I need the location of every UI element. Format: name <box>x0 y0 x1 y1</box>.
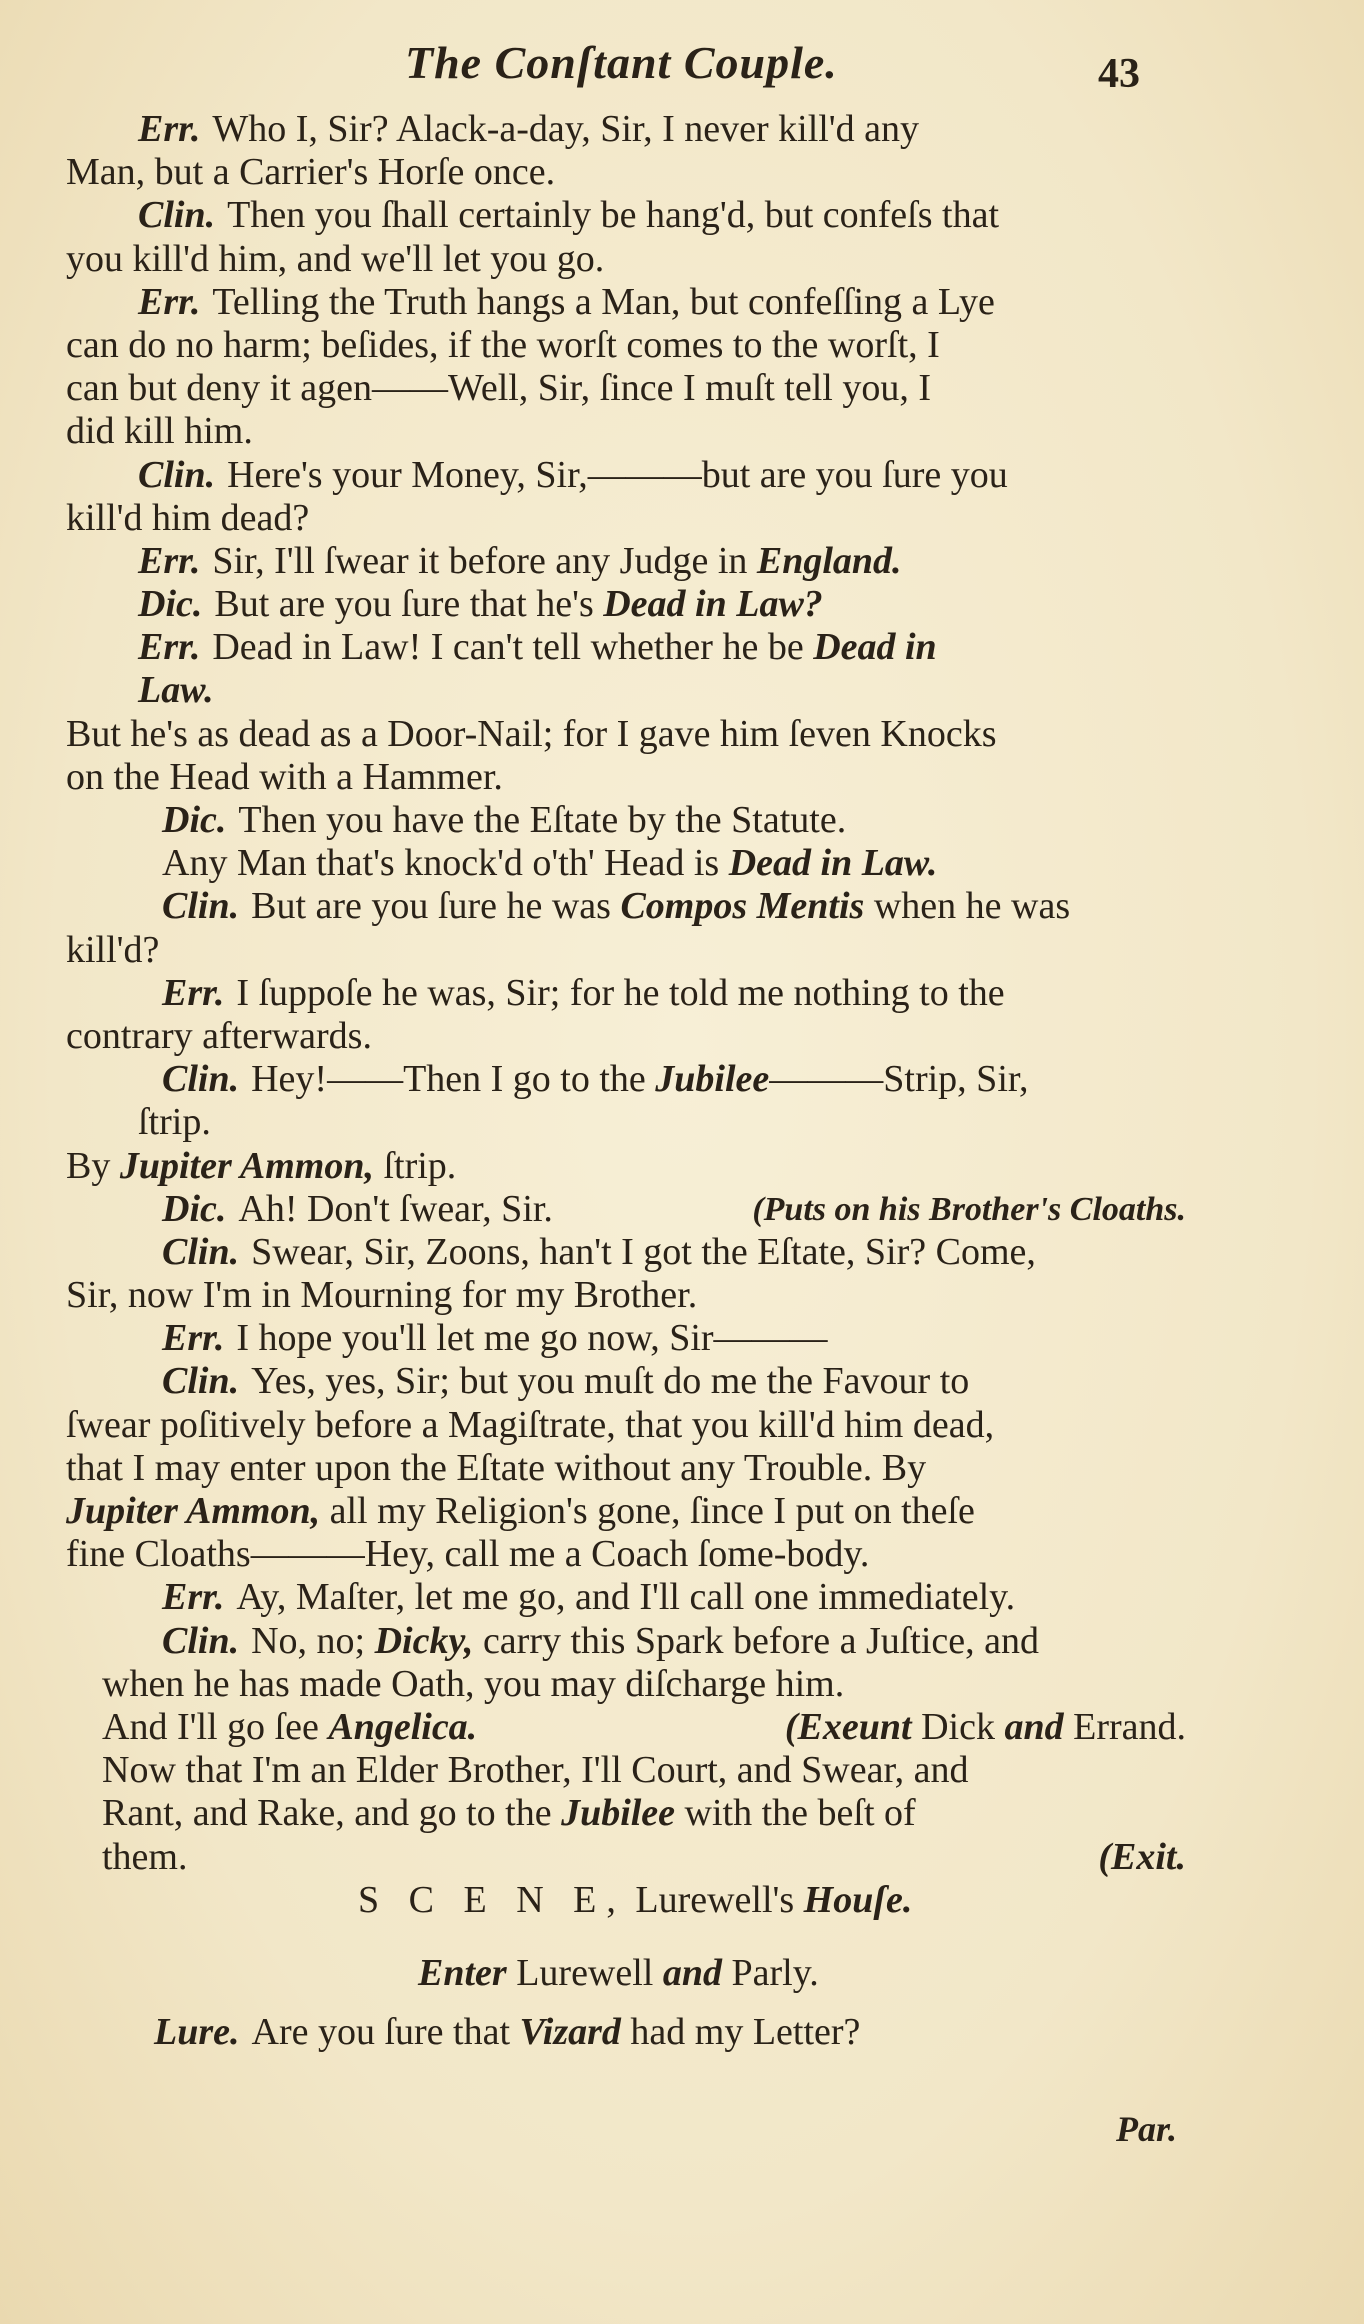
emphasis-text: Jupiter Ammon, <box>66 1490 321 1532</box>
speaker-name: Err. <box>162 1576 225 1619</box>
stage-direction: (Puts on his Brother's Cloaths. <box>752 1190 1186 1228</box>
dialogue-text: ———Strip, Sir, <box>769 1058 1029 1101</box>
text-line: can do no harm; beſides, if the worſt comes to the worſt, I <box>66 323 940 366</box>
dialogue-text: ſtrip. <box>383 1144 457 1187</box>
dialogue-text: when he was <box>873 885 1071 928</box>
character-name: Dick <box>921 1705 995 1748</box>
text-line: fine Cloaths———Hey, call me a Coach ſome-body. <box>66 1533 870 1576</box>
text-line <box>66 1145 1186 1188</box>
text-line: you kill'd him, and we'll let you go. <box>66 237 605 280</box>
dialogue-text: had my Letter? <box>630 2011 861 2054</box>
stage-direction-and: and <box>1004 1705 1064 1748</box>
speaker-name: Lure. <box>154 2011 240 2054</box>
text-line <box>66 842 1186 885</box>
text-line <box>66 1576 1186 1619</box>
text-line <box>66 626 1186 669</box>
speaker-name: Clin. <box>162 1360 240 1403</box>
speaker-name: Dic. <box>162 799 227 841</box>
speaker-name: Dic. <box>138 583 203 626</box>
text-line <box>66 108 1186 151</box>
text-line: ſtrip. <box>138 1101 211 1144</box>
text-line <box>66 1836 1186 1879</box>
text-line: kill'd? <box>66 928 160 971</box>
text-line <box>66 799 1186 842</box>
dialogue-text: Rant, and Rake, and go to the <box>102 1792 552 1835</box>
scene-location-house: Houſe. <box>803 1878 913 1921</box>
text-line <box>66 1706 1186 1749</box>
running-title: The Conſtant Couple. <box>405 37 838 88</box>
dialogue-text: Sir, I'll ſwear it before any Judge in <box>212 539 748 582</box>
emphasis-text: Jubilee <box>561 1792 676 1835</box>
dialogue-text: Telling the Truth hangs a Man, but confeſſing a Lye <box>212 280 995 323</box>
text-line: Man, but a Carrier's Horſe once. <box>66 151 556 194</box>
dialogue-text: By <box>66 1144 111 1187</box>
stage-direction-and: and <box>662 1951 722 1994</box>
text-line <box>66 2011 1186 2054</box>
text-line <box>66 583 1186 626</box>
dialogue-text: Yes, yes, Sir; but you muſt do me the Favour to <box>251 1360 970 1403</box>
dialogue-text: And I'll go ſee <box>102 1705 319 1748</box>
text-line: Law. <box>138 669 214 712</box>
text-line <box>66 1620 1186 1663</box>
speaker-name: Clin. <box>162 885 240 928</box>
text-line: can but deny it agen——Well, Sir, ſince I muſt tell you, I <box>66 367 932 410</box>
speaker-name: Err. <box>138 108 201 150</box>
dialogue-text: carry this Spark before a Juſtice, and <box>482 1619 1040 1662</box>
dialogue-text: Are you ſure that <box>251 2011 511 2054</box>
text-line: did kill him. <box>66 410 253 453</box>
place-name: England. <box>756 539 902 582</box>
dialogue-text: But are you ſure that he's <box>214 583 594 626</box>
speaker-name: Clin. <box>138 453 216 496</box>
text-line <box>66 1317 1186 1360</box>
scene-heading <box>66 1879 1186 1922</box>
scene-label: S C E N E, <box>358 1878 626 1921</box>
dialogue-text: them. <box>102 1835 188 1878</box>
text-line <box>66 1231 1186 1274</box>
stage-entrance <box>66 1952 1186 1995</box>
text-line <box>66 281 1186 324</box>
dialogue-text: Ah! Don't ſwear, Sir. <box>238 1187 553 1230</box>
text-line: ſwear poſitively before a Magiſtrate, that you kill'd him dead, <box>66 1403 995 1446</box>
text-line <box>66 1188 1186 1231</box>
dialogue-text: Then you ſhall certainly be hang'd, but confeſs that <box>227 194 1000 237</box>
text-line <box>66 194 1186 237</box>
dialogue-text: No, no; <box>251 1619 366 1662</box>
text-line <box>66 885 1186 928</box>
character-name: Lurewell <box>516 1951 654 1994</box>
scene-location: Lurewell's <box>635 1878 795 1921</box>
emphasis-text: Angelica. <box>328 1705 478 1748</box>
emphasis-text: Compos Mentis <box>620 885 865 928</box>
dialogue-text: But are you ſure he was <box>251 885 611 928</box>
emphasis-text: Vizard <box>519 2011 621 2054</box>
emphasis-text: Jupiter Ammon, <box>119 1144 374 1187</box>
text-line <box>66 1058 1186 1101</box>
text-line <box>66 972 1186 1015</box>
dialogue-text: Hey!——Then I go to the <box>251 1058 646 1101</box>
spacer <box>66 1922 1186 1952</box>
emphasis-text: Dead in <box>813 626 937 669</box>
text-line <box>66 1792 1186 1835</box>
speaker-name: Err. <box>138 539 201 582</box>
emphasis-text: Dead in Law. <box>728 842 938 885</box>
text-line <box>66 454 1186 497</box>
dialogue-text: Swear, Sir, Zoons, han't I got the Eſtate, Sir? Come, <box>251 1230 1036 1273</box>
dialogue-text: I ſuppoſe he was, Sir; for he told me nothing to the <box>236 971 1005 1014</box>
catchword: Par. <box>1116 2109 1178 2149</box>
text-line: when he has made Oath, you may diſcharge him. <box>102 1662 845 1705</box>
text-line: Now that I'm an Elder Brother, I'll Court, and Swear, and <box>102 1749 969 1792</box>
speaker-name: Clin. <box>162 1058 240 1101</box>
emphasis-text: Dicky, <box>374 1619 474 1662</box>
text-line <box>66 1490 1186 1533</box>
stage-direction-exeunt: (Exeunt <box>784 1705 912 1748</box>
text-line: Sir, now I'm in Mourning for my Brother. <box>66 1274 698 1317</box>
text-line: kill'd him dead? <box>66 496 310 539</box>
text-line <box>66 540 1186 583</box>
emphasis-text: Jubilee <box>655 1058 770 1101</box>
dialogue-text: all my Religion's gone, ſince I put on theſe <box>329 1490 975 1532</box>
text-line: contrary afterwards. <box>66 1014 372 1057</box>
text-line: on the Head with a Hammer. <box>66 755 503 798</box>
text-line <box>66 1360 1186 1403</box>
speaker-name: Err. <box>138 626 201 669</box>
character-name: Parly. <box>731 1951 819 1994</box>
dialogue-text: Any Man that's knock'd o'th' Head is <box>162 842 720 885</box>
page-header <box>0 36 1364 96</box>
text-line: But he's as dead as a Door-Nail; for I gave him ſeven Knocks <box>66 712 997 755</box>
spacer <box>66 1995 1186 2011</box>
speaker-name: Clin. <box>138 194 216 237</box>
speaker-name: Dic. <box>162 1187 227 1230</box>
dialogue-text: Who I, Sir? Alack-a-day, Sir, I never kill'd any <box>212 108 920 150</box>
speaker-name: Clin. <box>162 1619 240 1662</box>
page-number: 43 <box>1098 51 1140 97</box>
dialogue-text: I hope you'll let me go now, Sir——— <box>236 1317 828 1360</box>
dialogue-text: Then you have the Eſtate by the Statute. <box>238 799 847 841</box>
speaker-name: Err. <box>162 971 225 1014</box>
stage-direction <box>785 1706 1186 1749</box>
dialogue-text: Here's your Money, Sir,———but are you ſure you <box>227 453 1008 496</box>
dialogue-text: Dead in Law! I can't tell whether he be <box>212 626 804 669</box>
speaker-name: Err. <box>162 1317 225 1360</box>
stage-direction: (Exit. <box>1098 1835 1186 1878</box>
dialogue-text: Ay, Maſter, let me go, and I'll call one immediately. <box>236 1576 1016 1619</box>
play-text <box>66 108 1186 2054</box>
speaker-name: Err. <box>138 280 201 323</box>
dialogue-text: with the beſt of <box>684 1792 916 1835</box>
character-name: Errand. <box>1073 1705 1186 1748</box>
stage-direction-enter: Enter <box>418 1951 507 1994</box>
speaker-name: Clin. <box>162 1230 240 1273</box>
text-line: that I may enter upon the Eſtate without any Trouble. By <box>66 1446 927 1489</box>
emphasis-text: Dead in Law? <box>603 583 823 626</box>
